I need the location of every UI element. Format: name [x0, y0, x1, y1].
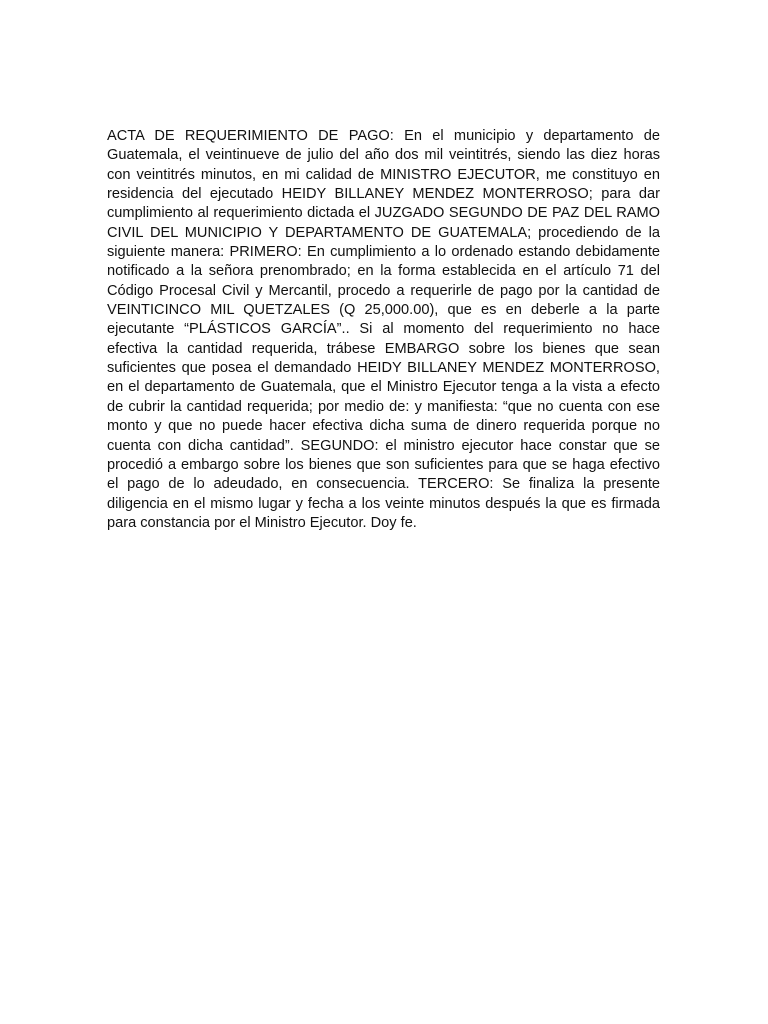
acta-paragraph: ACTA DE REQUERIMIENTO DE PAGO: En el municipio y departamento de Guatemala, el veintinueve de julio del año dos mil veintitrés, siendo las diez horas con veintitrés minutos, en mi calidad de MINISTRO EJECUTOR, me constituyo en residencia del ejecutado HEIDY BILLANEY MENDEZ MONTERROSO; para dar cumplimiento al requerimiento dictada el JUZGADO SEGUNDO DE PAZ DEL RAMO CIVIL DEL MUNICIPIO Y DEPARTAMENTO DE GUATEMALA; procediendo de la siguiente manera: PRIMERO: En cumplimiento a lo ordenado estando debidamente notificado a la señora prenombrado; en la forma establecida en el artículo 71 del Código Procesal Civil y Mercantil, procedo a requerirle de pago por la cantidad de VEINTICINCO MIL QUETZALES (Q 25,000.00), que es en deberle a la parte ejecutante “PLÁSTICOS GARCÍA”.. Si al momento del requerimiento no hace efectiva la cantidad requerida, trábese EMBARGO sobre los bienes que sean suficientes que posea el demandado HEIDY BILLANEY MENDEZ MONTERROSO, en el departamento de Guatemala, que el Ministro Ejecutor tenga a la vista a efecto de cubrir la cantidad requerida; por medio de: y manifiesta: “que no cuenta con ese monto y que no puede hacer efectiva dicha suma de dinero requerida porque no cuenta con dicha cantidad”. SEGUNDO: el ministro ejecutor hace constar que se procedió a embargo sobre los bienes que son suficientes para que se haga efectivo el pago de lo adeudado, en consecuencia. TERCERO: Se finaliza la presente diligencia en el mismo lugar y fecha a los veinte minutos después la que es firmada para constancia por el Ministro Ejecutor. Doy fe.	[107, 128, 660, 531]
